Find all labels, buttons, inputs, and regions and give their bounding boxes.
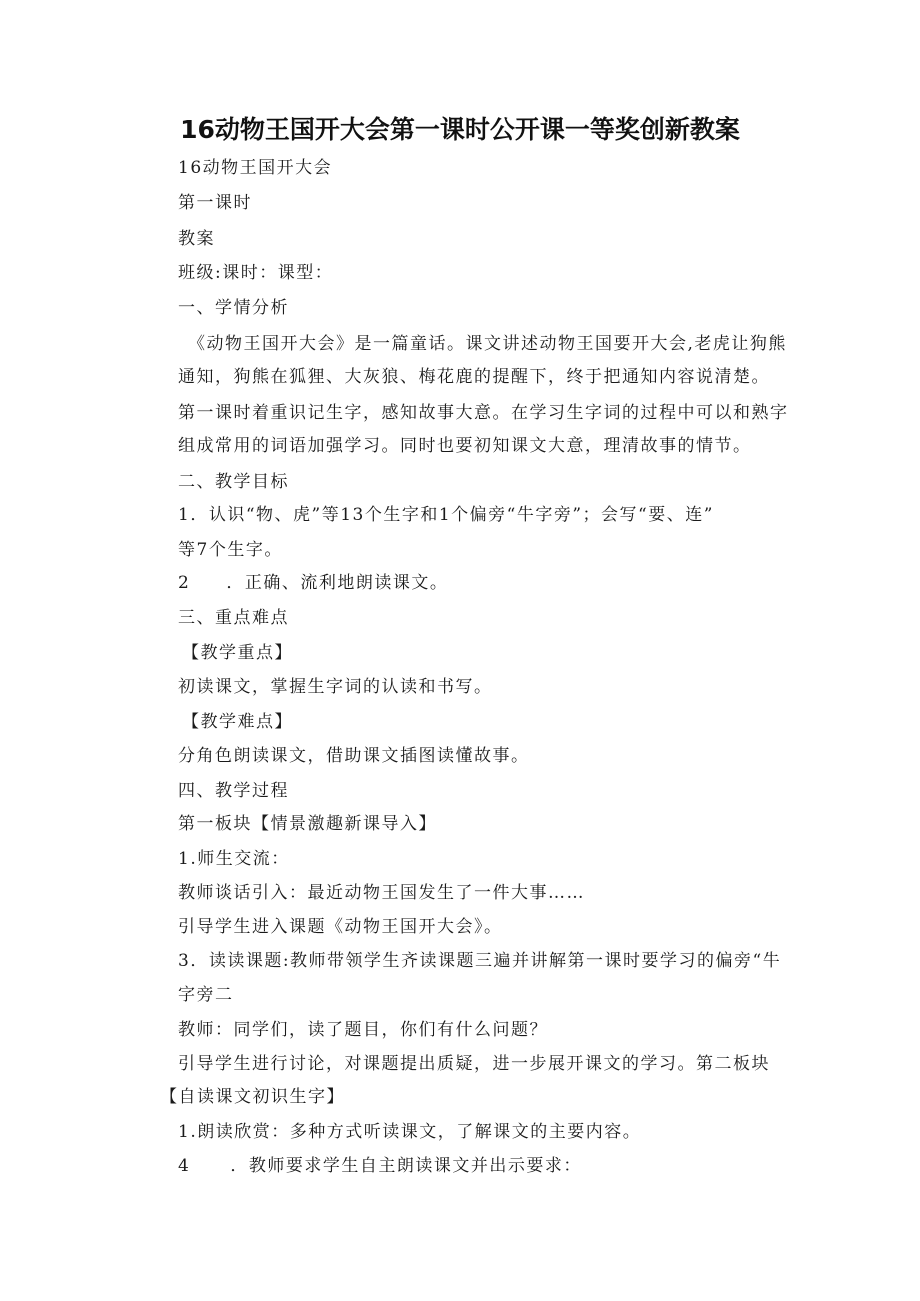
topic-intro: 引导学生进入课题《动物王国开大会》。 [178, 917, 503, 937]
section-heading-1: 一、学情分析 [178, 298, 289, 318]
document-title: 16动物王国开大会第一课时公开课一等奖创新教案 [180, 115, 740, 144]
paragraph-line: 组成常用的词语加强学习。同时也要初知课文大意，理清故事的情节。 [178, 436, 752, 456]
section-heading-3: 三、重点难点 [178, 608, 289, 628]
objective-2 [178, 568, 448, 593]
reading-step-1: 1.朗读欣赏：多种方式听读课文，了解课文的主要内容。 [178, 1122, 642, 1142]
step-3: 3．读读课题:教师带领学生齐读课题三遍并讲解第一课时要学习的偏旁“牛 [178, 951, 782, 971]
paragraph-line: 《动物王国开大会》是一篇童话。课文讲述动物王国要开大会,老虎让狗熊 [188, 334, 787, 354]
objective-2-text: ．正确、流利地朗读课文。 [226, 573, 449, 593]
teacher-question: 教师：同学们，读了题目，你们有什么问题？ [178, 1020, 548, 1040]
difficulty-label: 【教学难点】 [182, 712, 293, 732]
paragraph-line: 通知，狗熊在狐狸、大灰狼、梅花鹿的提醒下，终于把通知内容说清楚。 [178, 367, 770, 387]
step-1: 1.师生交流： [178, 849, 290, 869]
class-info: 班级:课时：课型： [178, 263, 334, 283]
lesson-type: 教案 [178, 229, 215, 249]
objective-1-continued: 等7个生字。 [178, 540, 283, 560]
lesson-period: 第一课时 [178, 193, 252, 213]
difficulty-text: 分角色朗读课文，借助课文插图读懂故事。 [178, 746, 530, 766]
block-1-heading: 第一板块【情景激趣新课导入】 [178, 814, 437, 834]
section-heading-2: 二、教学目标 [178, 472, 289, 492]
teacher-intro: 教师谈话引入：最近动物王国发生了一件大事…… [178, 883, 585, 903]
discussion-line: 引导学生进行讨论，对课题提出质疑，进一步展开课文的学习。第二板块 [178, 1054, 770, 1074]
reading-step-4-number: 4 [178, 1156, 191, 1176]
objective-1: 1．认识“物、虎”等13个生字和1个偏旁“牛字旁”；会写“要、连” [178, 505, 714, 525]
reading-step-4 [178, 1151, 582, 1176]
lesson-heading: 16动物王国开大会 [178, 158, 333, 178]
paragraph-line: 第一课时着重识记生字，感知故事大意。在学习生字词的过程中可以和熟字 [178, 403, 789, 423]
objective-2-number: 2 [178, 573, 191, 593]
reading-step-4-text: ．教师要求学生自主朗读课文并出示要求： [230, 1156, 582, 1176]
key-point-label: 【教学重点】 [182, 643, 293, 663]
block-2-heading: 【自读课文初识生字】 [160, 1087, 345, 1107]
key-point-text: 初读课文，掌握生字词的认读和书写。 [178, 677, 493, 697]
section-heading-4: 四、教学过程 [178, 781, 289, 801]
step-3-continued: 字旁二 [178, 985, 234, 1005]
